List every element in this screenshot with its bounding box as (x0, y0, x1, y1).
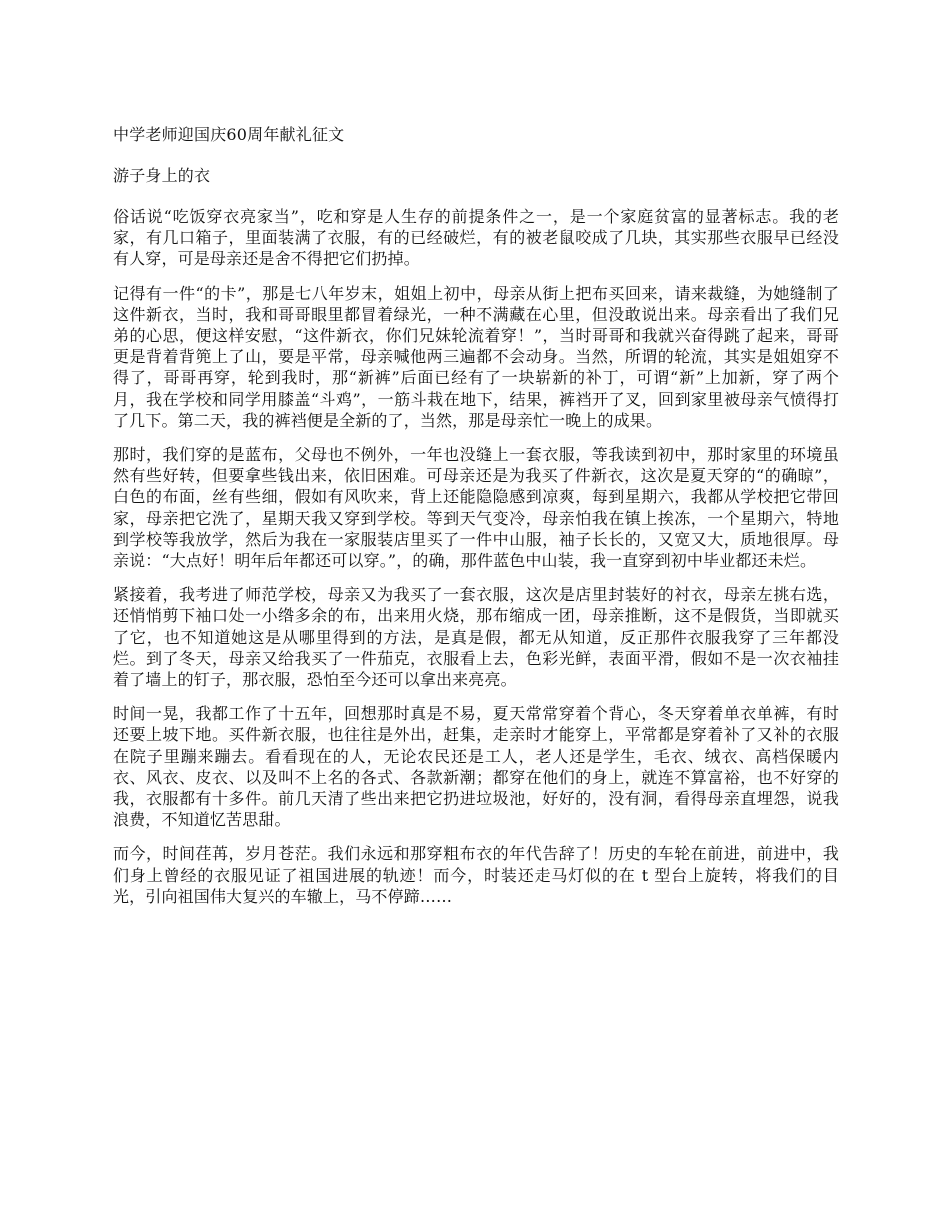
paragraph-6: 而今，时间荏苒，岁月苍茫。我们永远和那穿粗布衣的年代告辞了！历史的车轮在前进，前进中，我们身上曾经的衣服见证了祖国进展的轨迹！而今，时装还走马灯似的在 t 型台上旋转，将我们的目光，引向祖国伟大复兴的车辙上，马不停蹄…… (113, 844, 839, 906)
document-title: 中学老师迎国庆60周年献礼征文 (113, 125, 345, 144)
document-page (113, 124, 839, 920)
paragraph-1: 俗话说“吃饭穿衣亮家当”，吃和穿是人生存的前提条件之一，是一个家庭贫富的显著标志。我的老家，有几口箱子，里面装满了衣服，有的已经破烂，有的被老鼠咬成了几块，其实那些衣服早已经没有人穿，可是母亲还是舍不得把它们扔掉。 (113, 207, 839, 269)
article-title: 游子身上的衣 (113, 166, 211, 185)
paragraph-5: 时间一晃，我都工作了十五年，回想那时真是不易，夏天常常穿着个背心，冬天穿着单衣单裤，有时还要上坡下地。买件新衣服，也往往是外出，赶集，走亲时才能穿上，平常都是穿着补了又补的衣服在院子里蹦来蹦去。看看现在的人，无论农民还是工人，老人还是学生，毛衣、绒衣、高档保暖内衣、风衣、皮衣、以及叫不上名的各式、各款新潮；都穿在他们的身上，就连不算富裕，也不好穿的我，衣服都有十多件。前几天清了些出来把它扔进垃圾池，好好的，没有洞，看得母亲直埋怨，说我浪费，不知道忆苦思甜。 (113, 704, 839, 830)
paragraph-2: 记得有一件“的卡”，那是七八年岁末，姐姐上初中，母亲从街上把布买回来，请来裁缝，为她缝制了这件新衣，当时，我和哥哥眼里都冒着绿光，一种不满藏在心里，但没敢说出来。母亲看出了我们兄弟的心思，便这样安慰，“这件新衣，你们兄妹轮流着穿！”，当时哥哥和我就兴奋得跳了起来，哥哥更是背着背篼上了山，要是平常，母亲喊他两三遍都不会动身。当然，所谓的轮流，其实是姐姐穿不得了，哥哥再穿，轮到我时，那“新裤”后面已经有了一块崭新的补丁，可谓“新”上加新，穿了两个月，我在学校和同学用膝盖“斗鸡”，一筋斗栽在地下，结果，裤裆开了叉，回到家里被母亲气愤得打了几下。第二天，我的裤裆便是全新的了，当然，那是母亲忙一晚上的成果。 (113, 283, 839, 430)
paragraph-4: 紧接着，我考进了师范学校，母亲又为我买了一套衣服，这次是店里封装好的衬衣，母亲左挑右选，还悄悄剪下袖口处一小绺多余的布，出来用火烧，那布缩成一团，母亲推断，这不是假货，当即就买了它，也不知道她这是从哪里得到的方法，是真是假，都无从知道，反正那件衣服我穿了三年都没烂。到了冬天，母亲又给我买了一件茄克，衣服看上去，色彩光鲜，表面平滑，假如不是一次衣袖挂着了墙上的钉子，那衣服，恐怕至今还可以拿出来亮亮。 (113, 585, 839, 690)
paragraph-3: 那时，我们穿的是蓝布，父母也不例外，一年也没缝上一套衣服，等我读到初中，那时家里的环境虽然有些好转，但要拿些钱出来，依旧困难。可母亲还是为我买了件新衣，这次是夏天穿的“的确晾”，白色的布面，丝有些细，假如有风吹来，背上还能隐隐感到凉爽，每到星期六，我都从学校把它带回家，母亲把它洗了，星期天我又穿到学校。等到天气变冷，母亲怕我在镇上挨冻，一个星期六，特地到学校等我放学，然后为我在一家服装店里买了一件中山服，袖子长长的，又宽又大，质地很厚。母亲说：“大点好！明年后年都还可以穿。”，的确，那件蓝色中山装，我一直穿到初中毕业都还未烂。 (113, 445, 839, 571)
